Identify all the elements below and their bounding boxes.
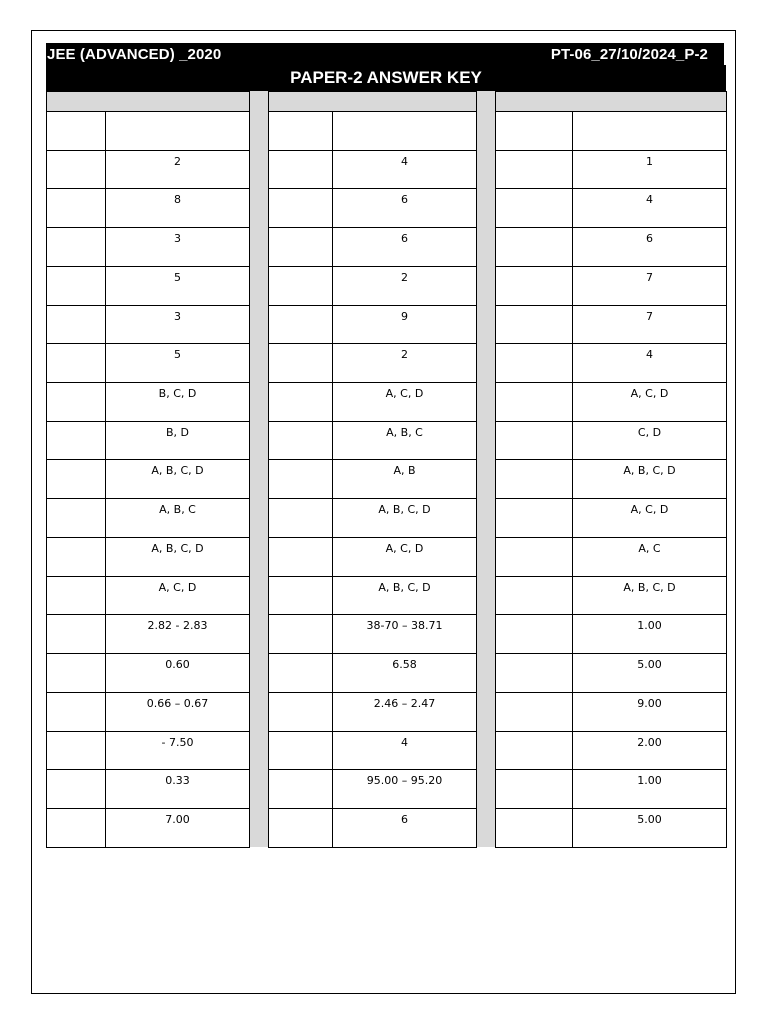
answer-cell: 7.00: [165, 813, 190, 826]
answer-cell: 6: [646, 232, 653, 245]
answer-cell: A, C, D: [385, 387, 424, 400]
answer-cell: 4: [401, 736, 408, 749]
answer-cell: A, B, C, D: [151, 542, 204, 555]
answer-cell: 2.82 - 2.83: [147, 619, 208, 632]
answer-cell: C, D: [637, 426, 662, 439]
grid-line: [268, 91, 269, 848]
answer-cell: A, B: [393, 464, 416, 477]
column-header-strip: [496, 91, 726, 111]
answer-cell: 6: [401, 193, 408, 206]
answer-cell: 5.00: [637, 813, 662, 826]
answer-cell: A, B, C: [386, 426, 423, 439]
answer-cell: 6: [401, 232, 408, 245]
header-bar: [46, 43, 724, 65]
exam-name: JEE (ADVANCED) _2020: [47, 45, 222, 63]
answer-cell: 5: [174, 271, 181, 284]
answer-cell: 2.00: [637, 736, 662, 749]
grid-line: [495, 111, 727, 112]
answer-cell: 9: [401, 310, 408, 323]
answer-cell: 1.00: [637, 774, 662, 787]
answer-cell: 4: [646, 348, 653, 361]
column-separator: [249, 91, 268, 847]
answer-cell: 7: [646, 310, 653, 323]
answer-cell: 5: [174, 348, 181, 361]
answer-cell: 38-70 – 38.71: [366, 619, 443, 632]
answer-cell: 0.66 – 0.67: [146, 697, 209, 710]
grid-line: [268, 91, 477, 92]
answer-cell: A, B, C, D: [151, 464, 204, 477]
grid-line: [249, 91, 250, 848]
title-bar: [46, 65, 726, 91]
answer-cell: 4: [401, 155, 408, 168]
answer-cell: 3: [174, 232, 181, 245]
answer-cell: B, D: [165, 426, 189, 439]
grid-line: [726, 91, 727, 848]
grid-line: [46, 91, 250, 92]
page-title: PAPER-2 ANSWER KEY: [290, 68, 482, 87]
answer-cell: 4: [646, 193, 653, 206]
answer-cell: 1: [646, 155, 653, 168]
answer-cell: 2.46 – 2.47: [373, 697, 436, 710]
grid-line: [46, 111, 250, 112]
answer-cell: 2: [401, 348, 408, 361]
grid-line: [268, 847, 477, 848]
answer-cell: 95.00 – 95.20: [366, 774, 443, 787]
answer-cell: B, C, D: [158, 387, 197, 400]
answer-cell: A, B, C, D: [378, 503, 431, 516]
answer-cell: 1.00: [637, 619, 662, 632]
grid-line: [268, 111, 477, 112]
answer-cell: 3: [174, 310, 181, 323]
answer-cell: A, C, D: [385, 542, 424, 555]
answer-cell: 2: [401, 271, 408, 284]
answer-cell: 0.60: [165, 658, 190, 671]
answer-cell: A, C: [638, 542, 661, 555]
answer-cell: - 7.50: [161, 736, 194, 749]
answer-cell: 6: [401, 813, 408, 826]
answer-cell: 8: [174, 193, 181, 206]
grid-line: [495, 91, 496, 848]
answer-cell: A, C, D: [630, 387, 669, 400]
answer-cell: 7: [646, 271, 653, 284]
answer-cell: A, C, D: [158, 581, 197, 594]
paper-code: PT-06_27/10/2024_P-2: [550, 45, 708, 63]
grid-line: [495, 91, 727, 92]
answer-cell: 5.00: [637, 658, 662, 671]
column-header-strip: [47, 91, 249, 111]
answer-cell: A, B, C, D: [623, 464, 676, 477]
answer-cell: 0.33: [165, 774, 190, 787]
answer-cell: 9.00: [637, 697, 662, 710]
answer-key-table: [46, 91, 726, 846]
answer-cell: A, B, C, D: [378, 581, 431, 594]
grid-line: [46, 91, 47, 848]
answer-cell: A, B, C, D: [623, 581, 676, 594]
column-separator: [476, 91, 495, 847]
column-header-strip: [269, 91, 476, 111]
grid-line: [46, 847, 250, 848]
grid-line: [495, 847, 727, 848]
grid-line: [476, 91, 477, 848]
answer-cell: 6.58: [392, 658, 417, 671]
answer-cell: 2: [174, 155, 181, 168]
answer-cell: A, B, C: [159, 503, 196, 516]
answer-cell: A, C, D: [630, 503, 669, 516]
